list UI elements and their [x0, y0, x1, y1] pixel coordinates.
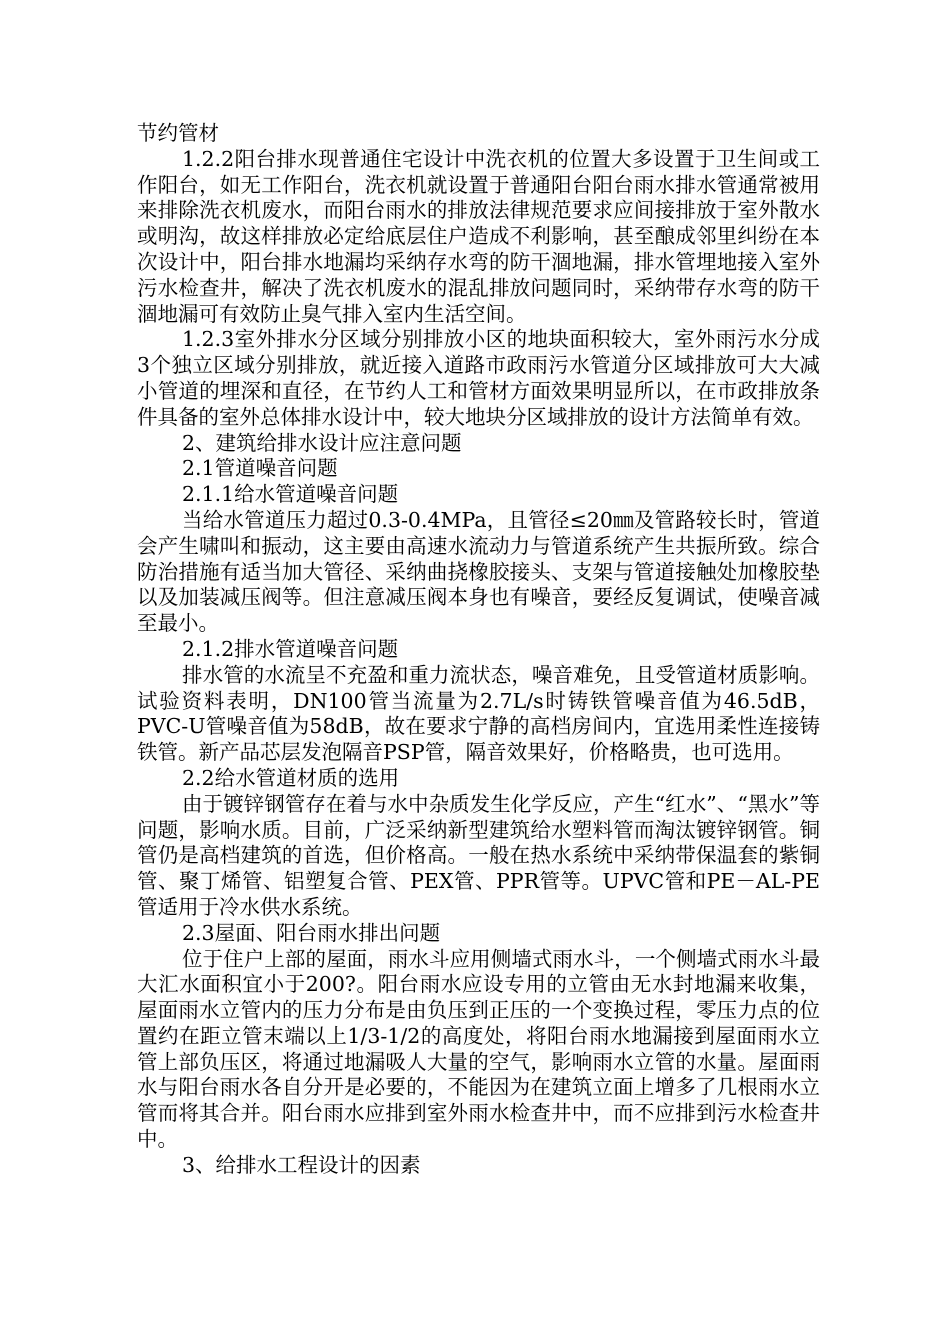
paragraph-water-supply-noise: 当给水管道压力超过0.3-0.4MPa，且管径≤20㎜及管路较长时，管道会产生啸叫和振动，这主要由高速水流动力与管道系统产生共振所致。综合防治措施有适当加大管径、采纳曲挠橡胶接头、支架与管道接触处加橡胶垫以及加装减压阀等。但注意减压阀本身也有噪音，要经反复调试，使噪音减至最小。 — [137, 507, 820, 636]
paragraph-outdoor-drainage: 1.2.3室外排水分区域分别排放小区的地块面积较大，室外雨污水分成3个独立区域分别排放，就近接入道路市政雨污水管道分区域排放可大大减小管道的埋深和直径，在节约人工和管材方面效果明显所以，在市政排放条件具备的室外总体排水设计中，较大地块分区域排放的设计方法简单有效。 — [137, 327, 820, 429]
paragraph-continuation: 节约管材 — [137, 121, 219, 145]
paragraph-drain-noise: 排水管的水流呈不充盈和重力流状态，噪音难免，且受管道材质影响。试验资料表明，DN100管当流量为2.7L/s时铸铁管噪音值为46.5dB，PVC-U管噪音值为58dB，故在要求宁静的高档房间内，宜选用柔性连接铸铁管。新产品芯层发泡隔音PSP管，隔音效果好，价格略贵，也可选用。 — [137, 662, 820, 765]
section-heading-3: 3、给排水工程设计的因素 — [182, 1152, 421, 1177]
section-heading-2-2: 2.2给水管道材质的选用 — [182, 765, 400, 790]
paragraph-pipe-material: 由于镀锌钢管存在着与水中杂质发生化学反应，产生“红水”、“黑水”等问题，影响水质。目前，广泛采纳新型建筑给水塑料管而淘汰镀锌钢管。铜管仍是高档建筑的首选，但价格高。一般在热水系统中采纳带保温套的紫铜管、聚丁烯管、铝塑复合管、PEX管、PPR管等。UPVC管和PE－AL-PE管适用于冷水供水系统。 — [137, 791, 820, 919]
section-heading-2: 2、建筑给排水设计应注意问题 — [182, 430, 462, 455]
paragraph-balcony-drainage: 1.2.2阳台排水现普通住宅设计中洗衣机的位置大多设置于卫生间或工作阳台，如无工作阳台，洗衣机就设置于普通阳台阳台雨水排水管通常被用来排除洗衣机废水，而阳台雨水的排放法律规范要求应间接排放于室外散水或明沟，故这样排放必定给底层住户造成不利影响，甚至酿成邻里纠纷在本次设计中，阳台排水地漏均采纳存水弯的防干涸地漏，排水管埋地接入室外污水检查井，解决了洗衣机废水的混乱排放问题同时，采纳带存水弯的防干涸地漏可有效防止臭气排入室内生活空间。 — [137, 146, 820, 326]
section-heading-2-1-1: 2.1.1给水管道噪音问题 — [182, 482, 399, 507]
document-body — [137, 121, 820, 1179]
section-heading-2-1: 2.1管道噪音问题 — [182, 456, 338, 481]
paragraph-rainwater: 位于住户上部的屋面，雨水斗应用侧墙式雨水斗，一个侧墙式雨水斗最大汇水面积宜小于200?。阳台雨水应设专用的立管由无水封地漏来收集，屋面雨水立管内的压力分布是由负压到正压的一个变换过程，零压力点的位置约在距立管末端以上1/3-1/2的高度处，将阳台雨水地漏接到屋面雨水立管上部负压区，将通过地漏吸人大量的空气，影响雨水立管的水量。屋面雨水与阳台雨水各自分开是必要的，不能因为在建筑立面上增多了几根雨水立管而将其合并。阳台雨水应排到室外雨水检查井中，而不应排到污水检查井中。 — [137, 946, 820, 1152]
section-heading-2-3: 2.3屋面、阳台雨水排出问题 — [182, 920, 441, 945]
section-heading-2-1-2: 2.1.2排水管道噪音问题 — [182, 636, 399, 661]
